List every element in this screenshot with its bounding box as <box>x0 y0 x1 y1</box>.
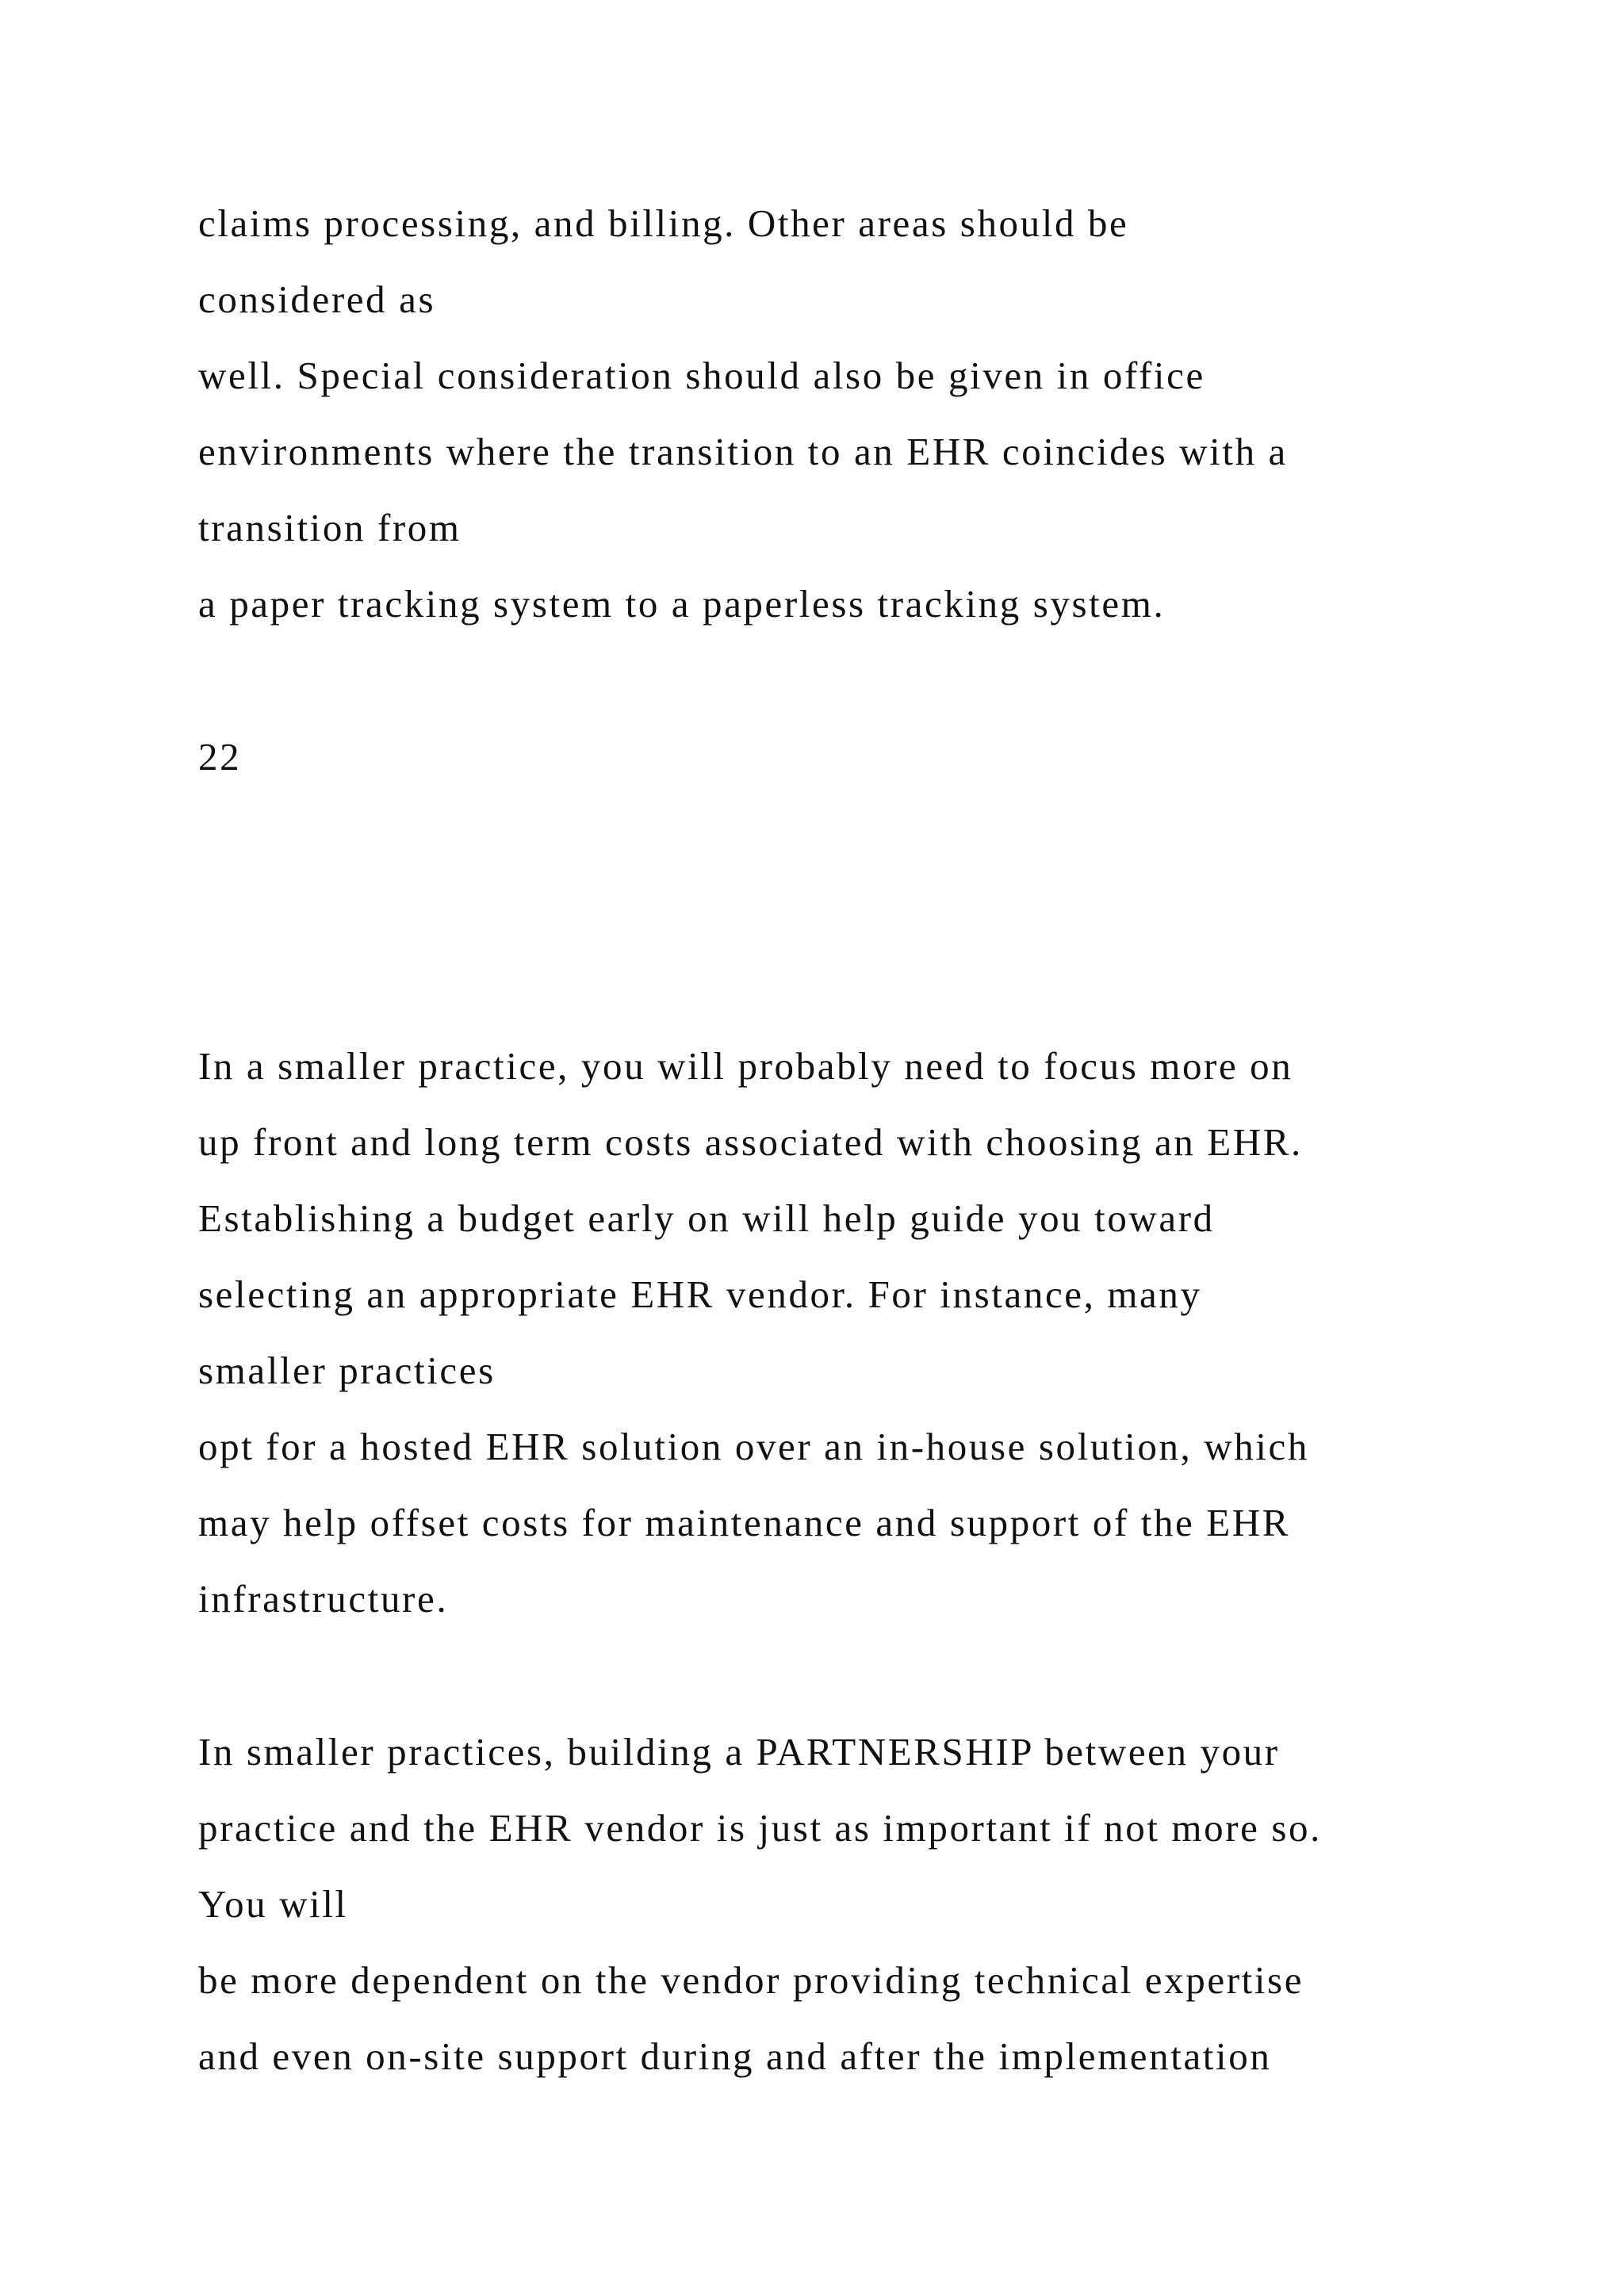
text-line: transition from <box>198 506 462 549</box>
page-number: 22 <box>198 735 242 779</box>
text-line: may help offset costs for maintenance and support of the EHR <box>198 1501 1291 1544</box>
text-line: and even on-site support during and after the implementation <box>198 2034 1272 2078</box>
text-line: be more dependent on the vendor providing technical expertise <box>198 1958 1304 2002</box>
text-line: considered as <box>198 277 436 321</box>
text-line: In smaller practices, building a PARTNERSHIP between your <box>198 1730 1280 1774</box>
text-line: smaller practices <box>198 1349 496 1392</box>
text-line: infrastructure. <box>198 1577 449 1621</box>
text-line: Establishing a budget early on will help guide you toward <box>198 1196 1215 1240</box>
text-line: claims processing, and billing. Other areas should be <box>198 201 1129 245</box>
text-line: You will <box>198 1882 348 1926</box>
text-line: opt for a hosted EHR solution over an in-house solution, which <box>198 1425 1310 1468</box>
text-line: selecting an appropriate EHR vendor. For instance, many <box>198 1272 1202 1316</box>
text-line: up front and long term costs associated with choosing an EHR. <box>198 1120 1303 1164</box>
text-line: a paper tracking system to a paperless tracking system. <box>198 582 1166 626</box>
text-line: practice and the EHR vendor is just as important if not more so. <box>198 1806 1322 1850</box>
text-line: In a smaller practice, you will probably need to focus more on <box>198 1044 1293 1088</box>
text-line: environments where the transition to an EHR coincides with a <box>198 430 1288 473</box>
text-line: well. Special consideration should also be given in office <box>198 354 1205 397</box>
